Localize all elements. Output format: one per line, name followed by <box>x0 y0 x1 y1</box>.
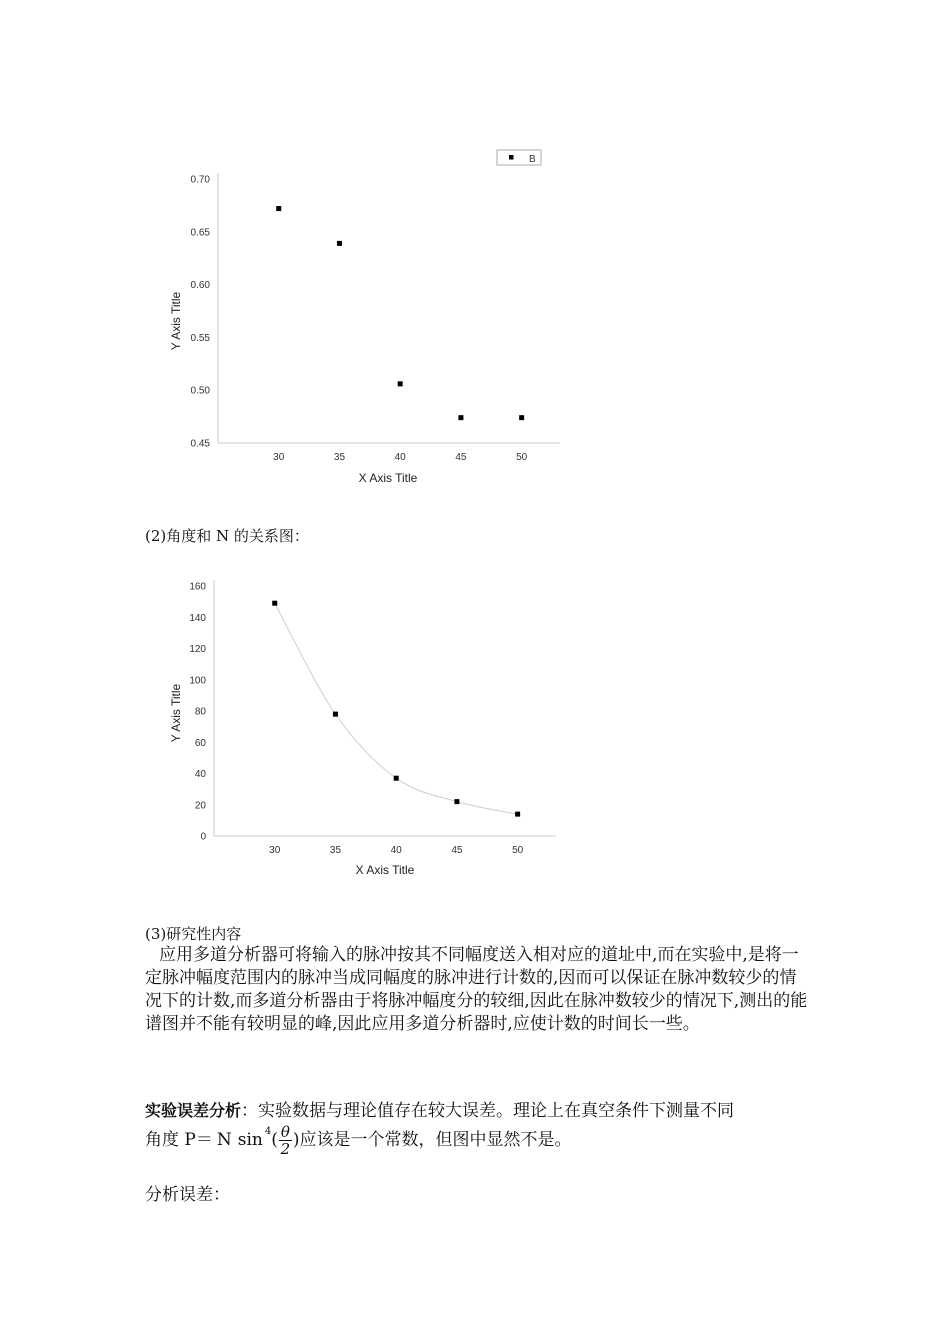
x-tick-label: 40 <box>394 452 406 463</box>
data-point <box>272 601 277 606</box>
y-tick-label: 120 <box>189 644 206 655</box>
y-tick-label: 0.55 <box>190 332 210 344</box>
chart-2-xlabel: X Axis Title <box>355 863 415 877</box>
research-paragraph: 应用多道分析器可将输入的脉冲按其不同幅度送入相对应的道址中,而在实验中,是将一定脉冲幅度范围内的脉冲当成同幅度的脉冲进行计数的,因而可以保证在脉冲数较少的情况下的计数,而多道分析器由于将脉冲幅度分的较细,因此在脉冲数较少的情况下,测出的能谱图并不能有较明显的峰,因此应用多道分析器时,应使计数的时间长一些。 <box>145 945 808 1034</box>
y-tick-label: 80 <box>194 706 206 718</box>
chart-1 <box>160 140 580 500</box>
chart-2-ylabel: Y Axis Title <box>169 683 183 743</box>
data-point <box>337 241 342 246</box>
y-tick-label: 40 <box>194 769 206 780</box>
chart-2-fit-curve <box>275 603 518 814</box>
x-tick-label: 35 <box>329 845 342 856</box>
y-tick-label: 160 <box>189 581 206 593</box>
x-tick-label: 45 <box>455 452 467 463</box>
data-point <box>333 712 338 717</box>
chart-1-yticks <box>191 175 211 450</box>
chart-2-yticks <box>189 582 206 843</box>
formula-prefix: 角度 P＝ <box>145 1130 213 1150</box>
data-point <box>454 799 459 804</box>
caption-research: (3)研究性内容 <box>145 925 242 943</box>
chart-2-xticks <box>269 845 523 856</box>
error-analysis-label: 实验误差分析 <box>145 1101 242 1120</box>
formula-line <box>145 1122 572 1158</box>
x-tick-label: 50 <box>512 845 524 856</box>
chart-1-points <box>276 206 524 420</box>
data-point <box>276 206 281 211</box>
chart-1-xticks <box>273 452 527 463</box>
legend-marker <box>509 155 514 160</box>
formula-rparen: ) <box>292 1130 300 1150</box>
chart-1-xlabel: X Axis Title <box>358 471 418 485</box>
error-analysis-text: ：实验数据与理论值存在较大误差。理论上在真空条件下测量不同 <box>241 1101 735 1121</box>
chart-1-legend <box>497 150 541 165</box>
y-tick-label: 60 <box>194 737 206 749</box>
formula-lparen: ( <box>271 1130 278 1150</box>
analysis-heading: 分析误差： <box>145 1185 230 1205</box>
x-tick-label: 50 <box>516 452 528 463</box>
legend-label: B <box>529 154 536 165</box>
y-tick-label: 20 <box>194 800 206 812</box>
x-tick-label: 35 <box>333 452 346 463</box>
x-tick-label: 30 <box>273 452 285 463</box>
formula-suffix: 应该是一个常数，但图中显然不是。 <box>299 1130 572 1150</box>
formula-numerator: θ <box>280 1122 290 1141</box>
y-tick-label: 140 <box>189 612 206 624</box>
chart-2 <box>160 565 580 895</box>
y-tick-label: 0 <box>200 831 206 843</box>
formula-n: N <box>216 1130 232 1150</box>
x-tick-label: 30 <box>269 845 281 856</box>
chart-1-axes <box>218 173 560 443</box>
data-point <box>515 812 520 817</box>
error-analysis-line <box>145 1099 810 1123</box>
formula-denominator: 2 <box>280 1139 291 1158</box>
formula-exponent: 4 <box>264 1126 272 1137</box>
y-tick-label: 0.50 <box>190 385 210 397</box>
formula-fraction <box>279 1124 292 1157</box>
y-tick-label: 100 <box>189 675 206 687</box>
chart-2-axes <box>214 580 556 836</box>
chart-2-points <box>272 601 520 817</box>
data-point <box>398 381 403 386</box>
chart-1-ylabel: Y Axis Title <box>169 291 183 351</box>
y-tick-label: 0.60 <box>190 280 210 292</box>
caption-angle-n: (2)角度和 N 的关系图： <box>145 527 309 545</box>
y-tick-label: 0.65 <box>190 227 210 239</box>
y-tick-label: 0.45 <box>190 438 210 450</box>
x-tick-label: 45 <box>451 845 463 856</box>
y-tick-label: 0.70 <box>190 174 210 186</box>
data-point <box>458 415 463 420</box>
x-tick-label: 40 <box>390 845 402 856</box>
data-point <box>519 415 524 420</box>
data-point <box>394 776 399 781</box>
formula-sin: sin <box>237 1130 263 1150</box>
